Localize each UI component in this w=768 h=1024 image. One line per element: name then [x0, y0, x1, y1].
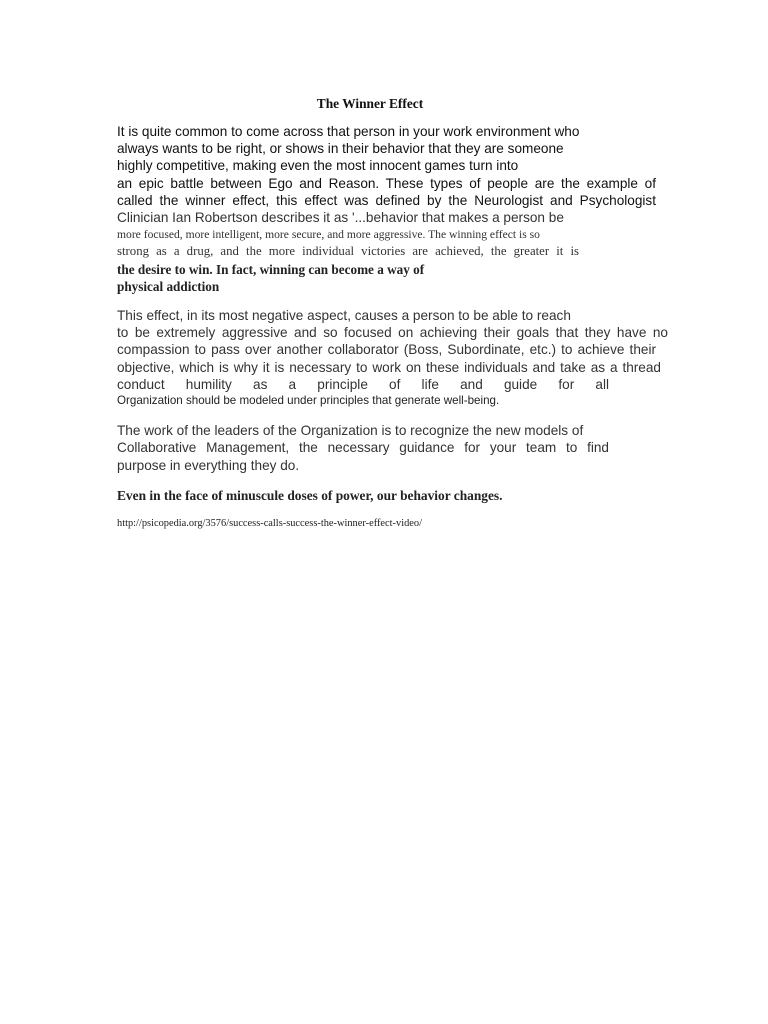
paragraph-2-line: This effect, in its most negative aspect, causes a person to be able to reach	[117, 308, 571, 323]
paragraph-1-line: always wants to be right, or shows in their behavior that they are someone	[117, 141, 564, 156]
paragraph-1-line: highly competitive, making even the most innocent games turn into	[117, 158, 519, 173]
paragraph-2-line: objective, which is why it is necessary to work on these individuals and take as a thread	[117, 360, 661, 375]
paragraph-2-line: to be extremely aggressive and so focused on achieving their goals that they have no	[117, 325, 668, 340]
document-title: The Winner Effect	[316, 96, 424, 111]
paragraph-3-line: Collaborative Management, the necessary guidance for your team to find	[117, 440, 609, 455]
paragraph-1-line: physical addiction	[117, 279, 220, 294]
paragraph-3-line: purpose in everything they do.	[117, 458, 300, 473]
paragraph-1-line: strong as a drug, and the more individual victories are achieved, the greater it is	[117, 244, 579, 258]
paragraph-1-line: the desire to win. In fact, winning can become a way of	[117, 262, 425, 277]
paragraph-2-line: conduct humility as a principle of life and guide for all	[117, 377, 609, 392]
paragraph-1-line: called the winner effect, this effect was defined by the Neurologist and Psychologist	[117, 193, 656, 208]
paragraph-1-line: Clinician Ian Robertson describes it as '...behavior that makes a person be	[117, 210, 564, 225]
paragraph-1-line: an epic battle between Ego and Reason. These types of people are the example of	[117, 176, 656, 191]
paragraph-2-line: Organization should be modeled under principles that generate well-being.	[117, 394, 500, 407]
source-url[interactable]: http://psicopedia.org/3576/success-calls-success-the-winner-effect-video/	[117, 518, 422, 529]
paragraph-2-line: compassion to pass over another collaborator (Boss, Subordinate, etc.) to achieve their	[117, 342, 656, 357]
paragraph-1-line: It is quite common to come across that person in your work environment who	[117, 124, 580, 139]
paragraph-3-line: The work of the leaders of the Organization is to recognize the new models of	[117, 423, 584, 438]
closing-statement: Even in the face of minuscule doses of power, our behavior changes.	[117, 488, 503, 503]
paragraph-1-line: more focused, more intelligent, more secure, and more aggressive. The winning effect is so	[117, 228, 540, 241]
